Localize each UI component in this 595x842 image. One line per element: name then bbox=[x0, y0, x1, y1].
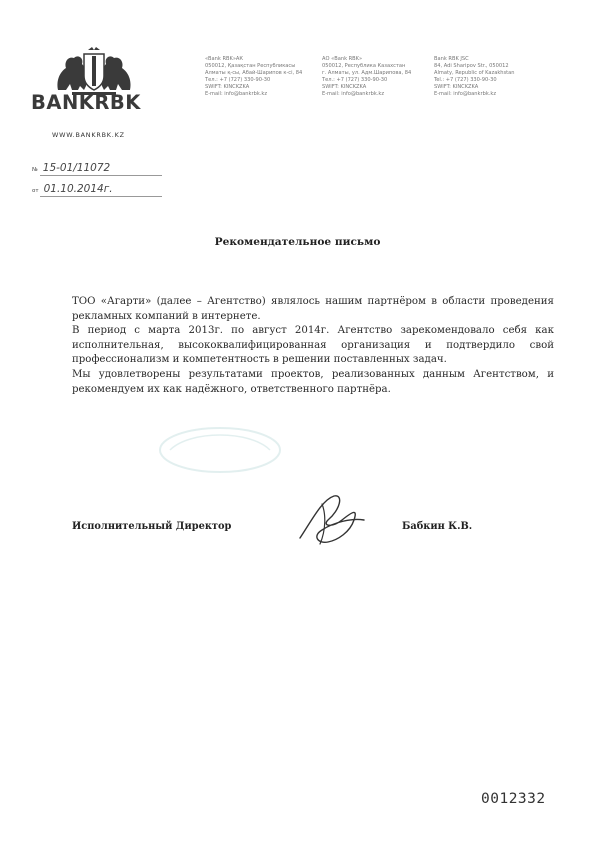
signatory-position: Исполнительный Директор bbox=[72, 521, 232, 532]
reference-number-underline bbox=[40, 175, 162, 176]
address-line: Алматы қ-сы, Абай-Шарипов к-сі, 84 bbox=[205, 70, 303, 76]
address-line: 050012, Республика Казахстан bbox=[322, 63, 406, 69]
address-block-russian bbox=[322, 56, 422, 98]
bank-brand-name: BANKRBK bbox=[31, 91, 141, 114]
address-line: Тел.: +7 (727) 330-90-30 bbox=[205, 77, 271, 83]
reference-date-label: от bbox=[32, 188, 39, 194]
letter-title: Рекомендательное письмо bbox=[214, 236, 381, 248]
address-block-kazakh bbox=[205, 56, 305, 98]
address-line: SWIFT: KINCKZKA bbox=[205, 84, 250, 90]
reference-number-label: № bbox=[32, 167, 38, 173]
address-line: г. Алматы, ул. Адм.Шарипова, 84 bbox=[322, 70, 412, 76]
address-block-english bbox=[434, 56, 534, 98]
address-line: «Bank RBK»АК bbox=[205, 56, 244, 62]
address-line: Тел.: +7 (727) 330-90-30 bbox=[322, 77, 388, 83]
signatory-name: Бабкин К.В. bbox=[402, 521, 473, 532]
address-line: E-mail: info@bankrbk.kz bbox=[205, 91, 268, 97]
reference-date-underline bbox=[40, 196, 162, 197]
address-line: Tel.: +7 (727) 330-90-30 bbox=[434, 77, 497, 83]
address-line: E-mail: info@bankrbk.kz bbox=[322, 91, 385, 97]
address-line: 84, Adi Sharipov Str., 050012 bbox=[434, 63, 509, 69]
reference-number-value: 15-01/11072 bbox=[42, 162, 111, 174]
address-line: 050012, Қазақстан Республикасы bbox=[205, 63, 296, 69]
address-line: E-mail: info@bankrbk.kz bbox=[434, 91, 497, 97]
letter-body bbox=[72, 295, 554, 397]
address-line: Bank RBK JSC bbox=[434, 56, 469, 62]
letter-paragraph: Мы удовлетворены результатами проектов, реализованных данным Агентством, и рекомендуем их как надёжного, ответственного партнёра. bbox=[72, 368, 554, 395]
faint-stamp-mark bbox=[150, 420, 290, 480]
address-line: АО «Bank RBK» bbox=[322, 56, 363, 62]
reference-number bbox=[32, 162, 110, 174]
address-line: SWIFT: KINCKZKA bbox=[322, 84, 367, 90]
document-serial-number: 0012332 bbox=[481, 791, 546, 807]
reference-date-value: 01.10.2014г. bbox=[43, 183, 113, 195]
letter-paragraph: В период с марта 2013г. по август 2014г. Агентство зарекомендовало себя как исполнительная, высококвалифицированная организация и подтвердило свой профессионализм и компетентность в решении поставленных задач. bbox=[72, 325, 554, 366]
address-line: Almaty, Republic of Kazakhstan bbox=[434, 70, 515, 76]
handwritten-signature bbox=[292, 490, 372, 550]
bank-website: WWW.BANKRBK.KZ bbox=[52, 131, 125, 139]
reference-date bbox=[32, 183, 113, 195]
letter-paragraph: ТОО «Агарти» (далее – Агентство) являлось нашим партнёром в области проведения рекламных компаний в интернете. bbox=[72, 296, 554, 322]
address-line: SWIFT: KINCKZKA bbox=[434, 84, 479, 90]
